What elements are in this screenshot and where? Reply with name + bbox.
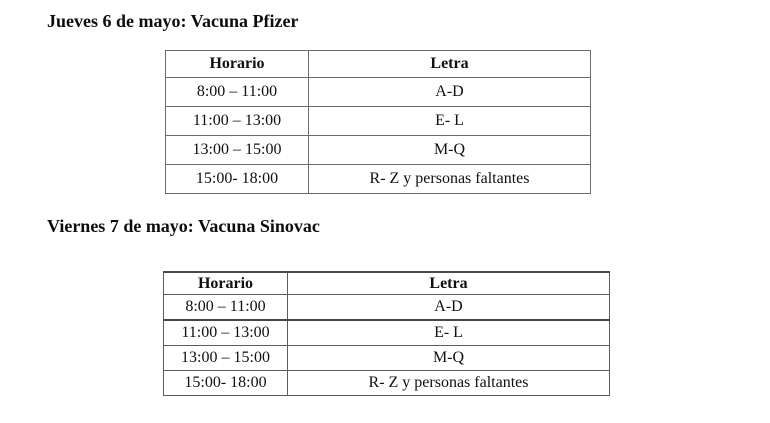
- table-row: [164, 295, 610, 321]
- sinovac-schedule-table: [163, 271, 610, 396]
- section-heading-pfizer: Jueves 6 de mayo: Vacuna Pfizer: [47, 11, 299, 31]
- letra-cell: A-D: [309, 78, 591, 107]
- horario-cell: 8:00 – 11:00: [166, 78, 309, 107]
- table-row: [166, 165, 591, 194]
- horario-cell: 15:00- 18:00: [166, 165, 309, 194]
- table-header-row: [166, 51, 591, 78]
- table-header-row: [164, 272, 610, 295]
- table-row: [164, 346, 610, 371]
- letra-cell: R- Z y personas faltantes: [288, 371, 610, 396]
- table-row: [166, 107, 591, 136]
- letra-cell: M-Q: [288, 346, 610, 371]
- letra-cell: E- L: [288, 320, 610, 346]
- column-header-letra: Letra: [309, 51, 591, 78]
- letra-cell: A-D: [288, 295, 610, 321]
- letra-cell: E- L: [309, 107, 591, 136]
- horario-cell: 13:00 – 15:00: [166, 136, 309, 165]
- section-heading-sinovac: Viernes 7 de mayo: Vacuna Sinovac: [47, 216, 320, 236]
- table-row: [164, 320, 610, 346]
- column-header-horario: Horario: [164, 272, 288, 295]
- horario-cell: 15:00- 18:00: [164, 371, 288, 396]
- table-row: [166, 78, 591, 107]
- horario-cell: 11:00 – 13:00: [166, 107, 309, 136]
- pfizer-schedule-table: [165, 50, 591, 194]
- horario-cell: 13:00 – 15:00: [164, 346, 288, 371]
- letra-cell: R- Z y personas faltantes: [309, 165, 591, 194]
- table-row: [164, 371, 610, 396]
- letra-cell: M-Q: [309, 136, 591, 165]
- horario-cell: 8:00 – 11:00: [164, 295, 288, 321]
- column-header-letra: Letra: [288, 272, 610, 295]
- table-row: [166, 136, 591, 165]
- column-header-horario: Horario: [166, 51, 309, 78]
- horario-cell: 11:00 – 13:00: [164, 320, 288, 346]
